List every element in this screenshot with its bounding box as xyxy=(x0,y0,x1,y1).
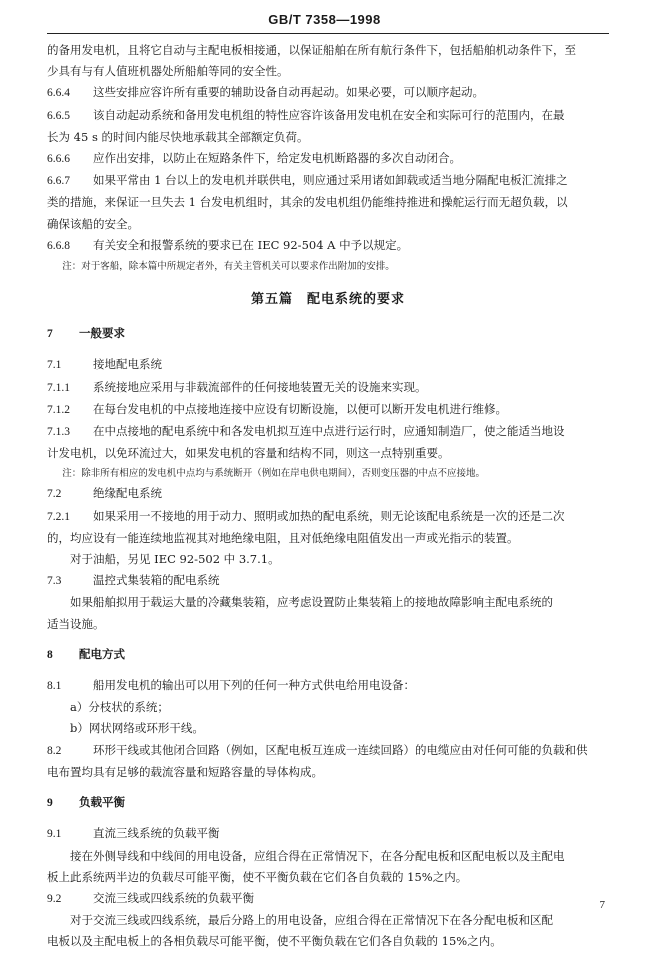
clause-7-1-1 xyxy=(47,377,609,399)
clause-7-1-heading xyxy=(47,354,609,376)
clause-number: 6.6.4 xyxy=(47,87,70,100)
clause-7-2-1 xyxy=(47,506,609,528)
clause-text: 系统接地应采用与非载流部件的任何接地装置无关的设施来实现。 xyxy=(93,379,427,394)
clause-text: 这些安排应容许所有重要的辅助设备自动再起动。如果必要，可以顺序起动。 xyxy=(93,85,484,100)
section-7-heading xyxy=(47,323,609,345)
clause-7-3-text: 如果船舶拟用于载运大量的冷藏集装箱，应考虑设置防止集装箱上的接地故障影响主配电系统的 xyxy=(70,595,553,610)
clause-7-2-1-cont: 的，均应设有一能连续地监视其对地绝缘电阻，且对低绝缘电阻值发出一声或光指示的装置。 xyxy=(47,530,519,545)
section-number: 8 xyxy=(47,648,53,661)
clause-title: 温控式集装箱的配电系统 xyxy=(93,573,220,588)
section-title: 一般要求 xyxy=(79,326,125,341)
clause-title: 直流三线系统的负载平衡 xyxy=(93,826,220,841)
clause-number: 7.1.1 xyxy=(47,381,70,394)
clause-7-1-3 xyxy=(47,421,609,443)
clause-number: 9.1 xyxy=(47,828,62,841)
clause-text: 环形干线或其他闭合回路（例如，区配电板互连成一连续回路）的电缆应由对任何可能的负载和供 xyxy=(93,742,588,757)
clause-number: 7.1.3 xyxy=(47,426,70,439)
clause-9-1-cont: 板上此系统两半边的负载尽可能平衡，使不平衡负载在它们各自负载的 15%之内。 xyxy=(47,869,468,884)
clause-6-6-5 xyxy=(47,105,609,127)
clause-6-6-6 xyxy=(47,148,609,170)
clause-text: 在每台发电机的中点接地连接中应设有切断设施，以便可以断开发电机进行维修。 xyxy=(93,401,507,416)
clause-number: 6.6.8 xyxy=(47,239,70,252)
page-number: 7 xyxy=(599,899,605,911)
section-number: 7 xyxy=(47,328,53,341)
clause-text: 有关安全和报警系统的要求已在 IEC 92-504 A 中予以规定。 xyxy=(93,237,409,252)
clause-text: 船用发电机的输出可以用下列的任何一种方式供电给用电设备： xyxy=(93,678,415,693)
clause-9-2-cont: 电板以及主配电板上的各相负载尽可能平衡，使不平衡负载在它们各自负载的 15%之内。 xyxy=(47,934,502,949)
page-content xyxy=(47,40,609,953)
clause-number: 7.2.1 xyxy=(47,510,70,523)
clause-number: 6.6.6 xyxy=(47,153,70,166)
clause-number: 6.6.5 xyxy=(47,109,70,122)
clause-7-3-cont: 适当设施。 xyxy=(47,616,105,631)
clause-8-2-cont: 电布置均具有足够的载流容量和短路容量的导体构成。 xyxy=(47,764,323,779)
clause-9-2-heading xyxy=(47,888,609,910)
clause-6-6-7 xyxy=(47,170,609,192)
section-title: 负载平衡 xyxy=(79,795,125,810)
continued-line-2: 少具有与有人值班机器处所船舶等同的安全性。 xyxy=(47,64,289,79)
section-number: 9 xyxy=(47,797,53,810)
standard-header: GB/T 7358—1998 xyxy=(268,12,381,27)
clause-9-2-text: 对于交流三线或四线系统，最后分路上的用电设备，应组合得在正常情况下在各分配电板和区配 xyxy=(70,913,553,928)
clause-number: 7.1 xyxy=(47,359,62,372)
clause-8-2 xyxy=(47,740,609,762)
clause-6-6-7-cont-2: 确保该船的安全。 xyxy=(47,216,139,231)
list-item-b: b）网状网络或环形干线。 xyxy=(70,721,204,736)
clause-7-2-1-tanker: 对于油船，另见 IEC 92-502 中 3.7.1。 xyxy=(70,552,280,567)
continued-line-1: 的备用发电机，且将它自动与主配电板相接通，以保证船舶在所有航行条件下，包括船舶机动条件下，至 xyxy=(47,43,576,57)
clause-7-3-heading xyxy=(47,570,609,592)
clause-6-6-8 xyxy=(47,235,609,257)
clause-number: 9.2 xyxy=(47,892,62,905)
clause-title: 接地配电系统 xyxy=(93,357,162,372)
clause-text: 如果采用一不接地的用于动力、照明或加热的配电系统，则无论该配电系统是一次的还是二次 xyxy=(93,508,565,523)
clause-9-1-text: 接在外侧导线和中线间的用电设备，应组合得在正常情况下，在各分配电板和区配电板以及主配电 xyxy=(70,848,565,863)
clause-number: 7.1.2 xyxy=(47,403,70,416)
clause-number: 8.1 xyxy=(47,680,62,693)
note-neutral-grounding: 注：除非所有相应的发电机中点均与系统断开（例如在岸电供电期间），否则变压器的中点不应接地。 xyxy=(62,468,485,480)
clause-7-1-2 xyxy=(47,399,609,421)
clause-7-1-3-cont: 计发电机，以免环流过大，如果发电机的容量和结构不同，则这一点特别重要。 xyxy=(47,446,450,461)
clause-title: 交流三线或四线系统的负载平衡 xyxy=(93,890,254,905)
clause-number: 7.3 xyxy=(47,575,62,588)
clause-text: 应作出安排，以防止在短路条件下，给定发电机断路器的多次自动闭合。 xyxy=(93,151,461,166)
clause-8-1 xyxy=(47,675,609,697)
list-item-a: a）分枝状的系统； xyxy=(70,700,169,715)
section-title: 配电方式 xyxy=(79,646,125,661)
clause-number: 6.6.7 xyxy=(47,175,70,188)
clause-number: 7.2 xyxy=(47,488,62,501)
clause-text: 该自动起动系统和备用发电机组的特性应容许该备用发电机在安全和实际可行的范围内，在最 xyxy=(93,107,565,122)
clause-text: 如果平常由 1 台以上的发电机并联供电，则应通过采用诸如卸载或适当地分隔配电板汇流排之 xyxy=(93,173,568,188)
clause-6-6-7-cont-1: 类的措施，来保证一旦失去 1 台发电机组时，其余的发电机组仍能维持推进和操舵运行而无超负载，以 xyxy=(47,195,568,210)
section-8-heading xyxy=(47,644,609,666)
clause-7-2-heading xyxy=(47,483,609,505)
clause-6-6-5-cont: 长为 45 s 的时间内能尽快地承载其全部额定负荷。 xyxy=(47,129,309,144)
clause-9-1-heading xyxy=(47,823,609,845)
clause-title: 绝缘配电系统 xyxy=(93,486,162,501)
clause-6-6-4 xyxy=(47,82,609,104)
part-five-title: 第五篇 配电系统的要求 xyxy=(250,292,405,308)
header-rule xyxy=(47,33,609,34)
note-passenger-ships: 注：对于客船，除本篇中所规定者外，有关主管机关可以要求作出附加的安排。 xyxy=(62,261,395,273)
section-9-heading xyxy=(47,792,609,814)
clause-number: 8.2 xyxy=(47,744,62,757)
clause-text: 在中点接地的配电系统中和各发电机拟互连中点进行运行时，应通知制造厂，使之能适当地设 xyxy=(93,424,565,439)
